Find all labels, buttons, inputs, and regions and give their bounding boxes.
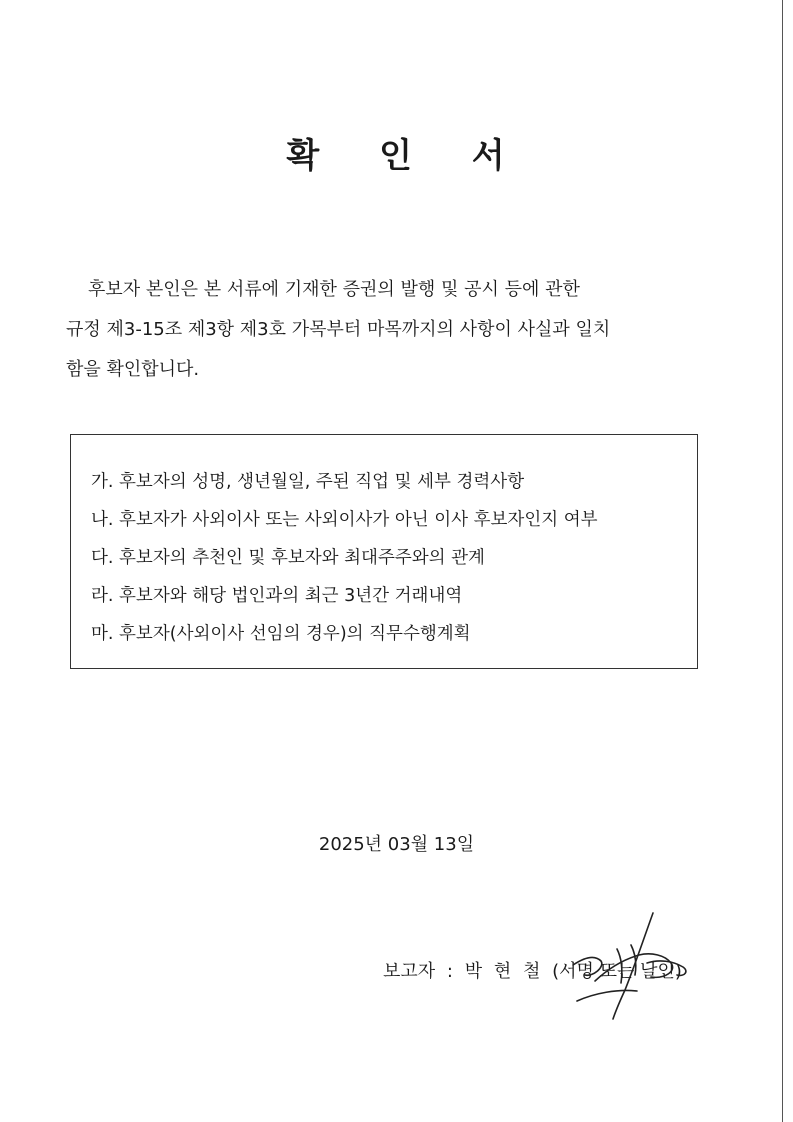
document-title <box>0 128 793 177</box>
intro-line: 후보자 본인은 본 서류에 기재한 증권의 발행 및 공시 등에 관한 <box>88 279 580 300</box>
intro-paragraph <box>66 270 716 390</box>
name-char: 현 <box>493 961 512 982</box>
list-item: 라. 후보자와 해당 법인과의 최근 3년간 거래내역 <box>91 586 463 606</box>
reporter-line <box>383 957 682 983</box>
name-char: 철 <box>522 961 541 982</box>
title-char: 확 <box>286 136 322 176</box>
title-char: 서 <box>471 136 507 176</box>
title-char: 인 <box>379 136 414 176</box>
list-item: 가. 후보자의 성명, 생년월일, 주된 직업 및 세부 경력사항 <box>91 472 525 492</box>
reporter-label: 보고자 <box>383 961 436 982</box>
intro-line: 규정 제3-15조 제3항 제3호 가목부터 마목까지의 사항이 사실과 일치 <box>66 319 611 340</box>
list-item: 나. 후보자가 사외이사 또는 사외이사가 아닌 이사 후보자인지 여부 <box>91 510 598 530</box>
list-item: 마. 후보자(사외이사 선임의 경우)의 직무수행계획 <box>91 624 471 644</box>
items-box <box>70 434 698 669</box>
name-char: 박 <box>464 961 483 982</box>
sign-note: (서명 또는 날인) <box>552 961 682 982</box>
list-item: 다. 후보자의 추천인 및 후보자와 최대주주와의 관계 <box>91 548 485 568</box>
reporter-name <box>465 961 552 982</box>
reporter-separator: : <box>446 961 453 982</box>
document-date: 2025년 03월 13일 <box>318 834 475 855</box>
intro-line: 함을 확인합니다. <box>66 359 200 380</box>
